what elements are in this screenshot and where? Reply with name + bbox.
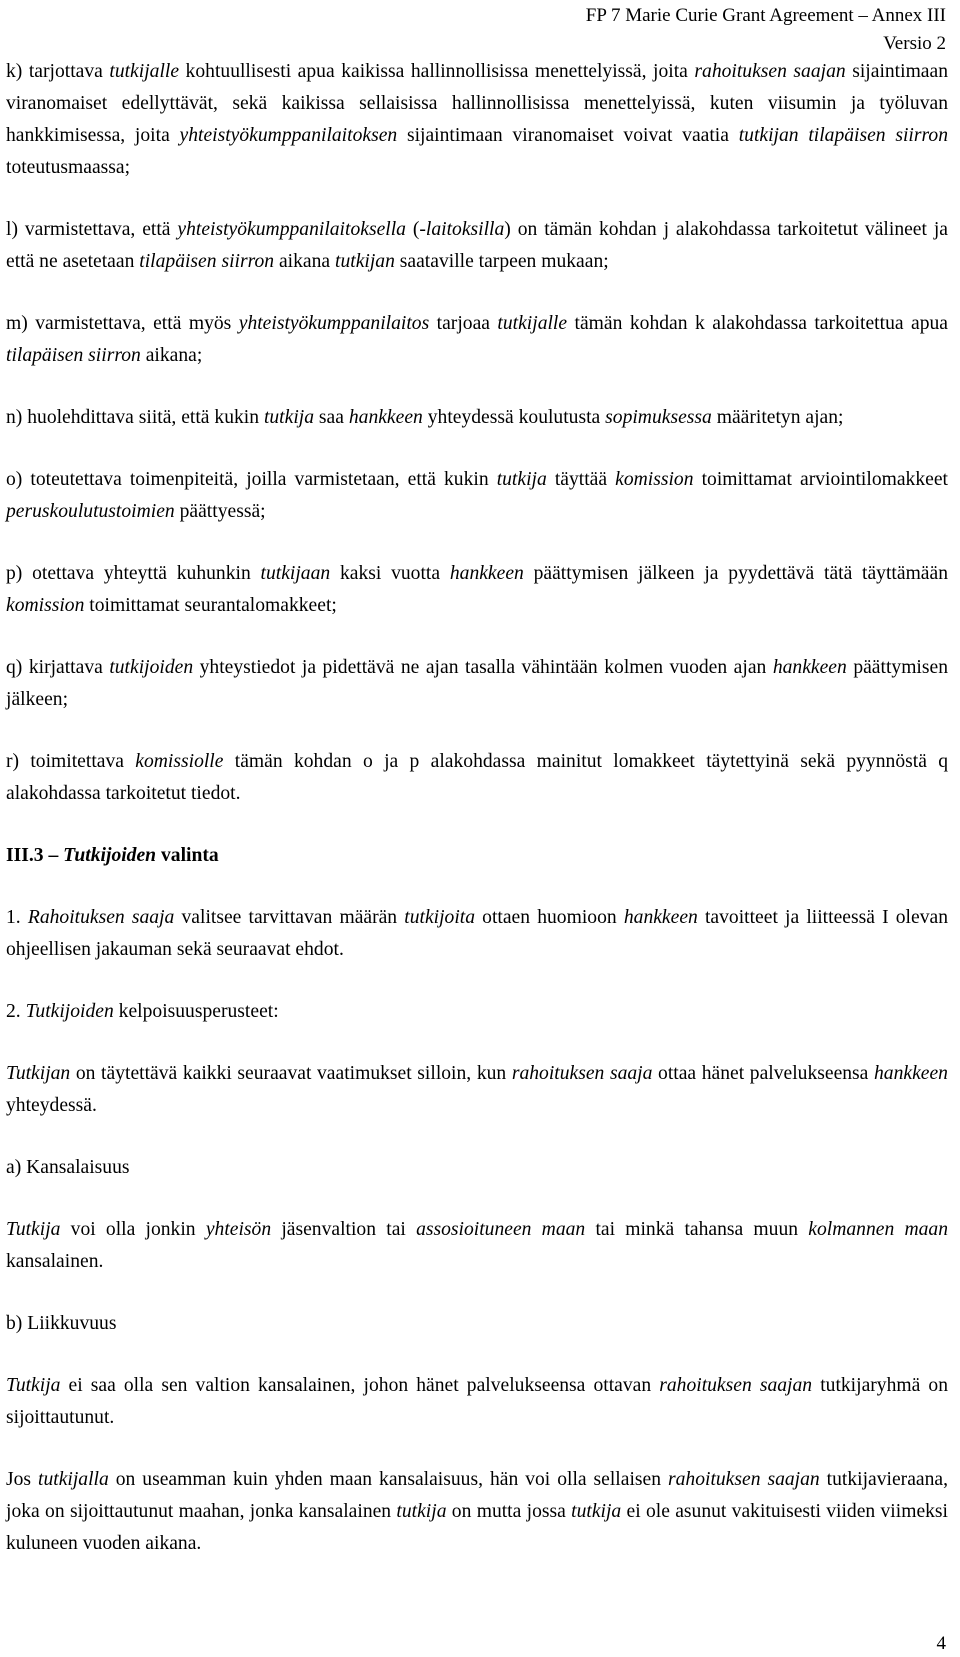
text-run: k) tarjottava xyxy=(6,61,110,82)
italic-term: tutkijaan xyxy=(260,563,331,584)
italic-term: Tutkijoiden xyxy=(63,845,157,866)
text-run: yhteydessä koulutusta xyxy=(422,407,606,428)
section-paragraph xyxy=(6,902,948,966)
text-run: kansalainen. xyxy=(6,1251,104,1272)
italic-term: rahoituksen saajan xyxy=(694,61,846,82)
italic-term: Rahoituksen saaja xyxy=(27,907,175,928)
page-number: 4 xyxy=(936,1633,946,1654)
text-run: aikana xyxy=(274,251,336,272)
text-run: sijaintimaan viranomaiset voivat vaatia xyxy=(397,125,739,146)
section-paragraph xyxy=(6,1464,948,1560)
text-run: tavoitteet ja liitteessä I olevan ohjeellisen jakauman sekä seuraavat ehdot. xyxy=(6,907,948,960)
text-run: ei saa olla sen valtion kansalainen, johon hänet palvelukseensa ottavan xyxy=(60,1375,660,1396)
text-run: ottaen huomioon xyxy=(475,907,624,928)
text-run: yhteydessä. xyxy=(6,1095,97,1116)
italic-term: assosioituneen maan xyxy=(416,1219,586,1240)
text-run: n) huolehdittava siitä, että kukin xyxy=(6,407,264,428)
header-title: FP 7 Marie Curie Grant Agreement – Annex III xyxy=(585,5,946,26)
italic-term: tutkija xyxy=(263,407,315,428)
text-run: jäsenvaltion tai xyxy=(271,1219,417,1240)
text-run: p) otettava yhteyttä kuhunkin xyxy=(6,563,261,584)
italic-term: Tutkija xyxy=(6,1375,61,1396)
italic-term: hankkeen xyxy=(449,563,524,584)
italic-term: Tutkija xyxy=(6,1219,61,1240)
list-item-paragraph xyxy=(6,402,948,434)
text-run: voi olla jonkin xyxy=(60,1219,206,1240)
text-run: aikana; xyxy=(140,345,203,366)
text-run: päättymisen jälkeen ja pyydettävä tätä täyttämään xyxy=(523,563,948,584)
text-run: tarjoaa xyxy=(429,313,498,334)
section-body xyxy=(6,902,948,1560)
text-run: on useamman kuin yhden maan kansalaisuus, hän voi olla sellaisen xyxy=(108,1469,668,1490)
italic-term: yhteisön xyxy=(205,1219,272,1240)
text-run: Jos xyxy=(6,1469,39,1490)
italic-term: sopimuksessa xyxy=(605,407,712,428)
text-run: toimittamat arviointilomakkeet xyxy=(693,469,948,490)
page-header xyxy=(586,2,946,58)
text-run: on täytettävä kaikki seuraavat vaatimukset silloin, kun xyxy=(70,1063,512,1084)
text-run: tutkijaryhmä on sijoittautunut. xyxy=(6,1375,949,1428)
italic-term: tutkijalla xyxy=(38,1469,109,1490)
text-run: 1. xyxy=(6,907,28,928)
text-run: ei ole asunut vakituisesti viiden viimeksi kuluneen vuoden aikana. xyxy=(6,1501,949,1554)
list-item-paragraph xyxy=(6,308,948,372)
italic-term: tutkija xyxy=(496,469,547,490)
italic-term: Tutkijoiden xyxy=(25,1001,114,1022)
text-run: yhteystiedot ja pidettävä ne ajan tasalla vähintään kolmen vuoden ajan xyxy=(193,657,773,678)
text-run: a) Kansalaisuus xyxy=(6,1157,130,1178)
italic-term: tutkijan xyxy=(335,251,395,272)
text-run: on mutta jossa xyxy=(446,1501,572,1522)
text-run: valinta xyxy=(156,845,219,866)
text-run: ) on tämän kohdan j alakohdassa tarkoitetut välineet ja että ne asetetaan xyxy=(6,219,948,272)
list-item-paragraph xyxy=(6,746,948,810)
italic-term: tilapäisen siirron xyxy=(6,345,141,366)
italic-term: yhteistyökumppanilaitoksella xyxy=(177,219,406,240)
italic-term: tutkija xyxy=(396,1501,447,1522)
text-run: III.3 – xyxy=(6,845,64,866)
italic-term: komission xyxy=(615,469,694,490)
italic-term: tutkijoita xyxy=(404,907,476,928)
text-run: tutkijavieraana, joka on sijoittautunut maahan, jonka kansalainen xyxy=(6,1469,948,1522)
text-run: o) toteutettava toimenpiteitä, joilla varmistetaan, että kukin xyxy=(6,469,497,490)
list-item-paragraph xyxy=(6,464,948,528)
list-item-paragraph xyxy=(6,652,948,716)
list-item-paragraph xyxy=(6,214,948,278)
text-run: kohtuullisesti apua kaikissa hallinnollisissa menettelyissä, joita xyxy=(179,61,695,82)
text-run: ottaa hänet palvelukseensa xyxy=(652,1063,874,1084)
italic-term: tutkijalle xyxy=(109,61,180,82)
text-run: b) Liikkuvuus xyxy=(6,1313,117,1334)
text-run: tämän kohdan k alakohdassa tarkoitettua apua xyxy=(567,313,948,334)
list-item-paragraph xyxy=(6,558,948,622)
italic-term: hankkeen xyxy=(348,407,423,428)
header-version: Versio 2 xyxy=(883,33,946,54)
text-run: r) toimitettava xyxy=(6,751,136,772)
document-body xyxy=(6,56,948,1590)
text-run: tämän kohdan o ja p alakohdassa mainitut lomakkeet täytettyinä sekä pyynnöstä q alakohdassa tarkoitetut tiedot. xyxy=(6,751,949,804)
text-run: 2. xyxy=(6,1001,26,1022)
text-run: määritetyn ajan; xyxy=(711,407,844,428)
italic-term: tutkijalle xyxy=(497,313,568,334)
section-paragraph xyxy=(6,996,948,1028)
italic-term: rahoituksen saajan xyxy=(667,1469,820,1490)
italic-term: tilapäisen siirron xyxy=(139,251,275,272)
italic-term: komissiolle xyxy=(135,751,224,772)
text-run: täyttää xyxy=(546,469,616,490)
text-run: l) varmistettava, että xyxy=(6,219,178,240)
italic-term: yhteistyökumppanilaitoksen xyxy=(179,125,398,146)
section-paragraph xyxy=(6,1152,948,1184)
section-paragraph xyxy=(6,1308,948,1340)
text-run: kelpoisuusperusteet: xyxy=(113,1001,279,1022)
text-run: toimittamat seurantalomakkeet; xyxy=(84,595,337,616)
text-run: kaksi vuotta xyxy=(330,563,450,584)
text-run: päättymisen jälkeen; xyxy=(6,657,948,710)
text-run: sijaintimaan viranomaiset edellyttävät, sekä kaikissa sellaisissa hallinnollisissa menettelyissä, kuten viisumin ja työluvan hankkimisessa, joita xyxy=(6,61,949,146)
italic-term: komission xyxy=(6,595,85,616)
italic-term: kolmannen maan xyxy=(808,1219,949,1240)
section-heading xyxy=(6,840,948,872)
text-run: saa xyxy=(314,407,349,428)
italic-term: Tutkijan xyxy=(6,1063,71,1084)
italic-term: tutkija xyxy=(571,1501,622,1522)
text-run: (- xyxy=(405,219,426,240)
italic-term: rahoituksen saajan xyxy=(659,1375,813,1396)
text-run: toteutusmaassa; xyxy=(6,157,131,178)
section-paragraph xyxy=(6,1058,948,1122)
text-run: päättyessä; xyxy=(174,501,266,522)
italic-term: rahoituksen saaja xyxy=(511,1063,653,1084)
text-run: q) kirjattava xyxy=(6,657,110,678)
section-paragraph xyxy=(6,1370,948,1434)
text-run: valitsee tarvittavan määrän xyxy=(174,907,405,928)
italic-term: yhteistyökumppanilaitos xyxy=(238,313,430,334)
obligations-list xyxy=(6,56,948,810)
text-run: saataville tarpeen mukaan; xyxy=(394,251,609,272)
italic-term: hankkeen xyxy=(772,657,847,678)
italic-term: tutkijoiden xyxy=(109,657,194,678)
italic-term: hankkeen xyxy=(623,907,698,928)
italic-term: tutkijan tilapäisen siirron xyxy=(738,125,948,146)
italic-term: laitoksilla xyxy=(425,219,505,240)
section-paragraph xyxy=(6,1214,948,1278)
text-run: tai minkä tahansa muun xyxy=(585,1219,809,1240)
italic-term: hankkeen xyxy=(874,1063,948,1084)
italic-term: peruskoulutustoimien xyxy=(6,501,175,522)
text-run: m) varmistettava, että myös xyxy=(6,313,239,334)
list-item-paragraph xyxy=(6,56,948,184)
